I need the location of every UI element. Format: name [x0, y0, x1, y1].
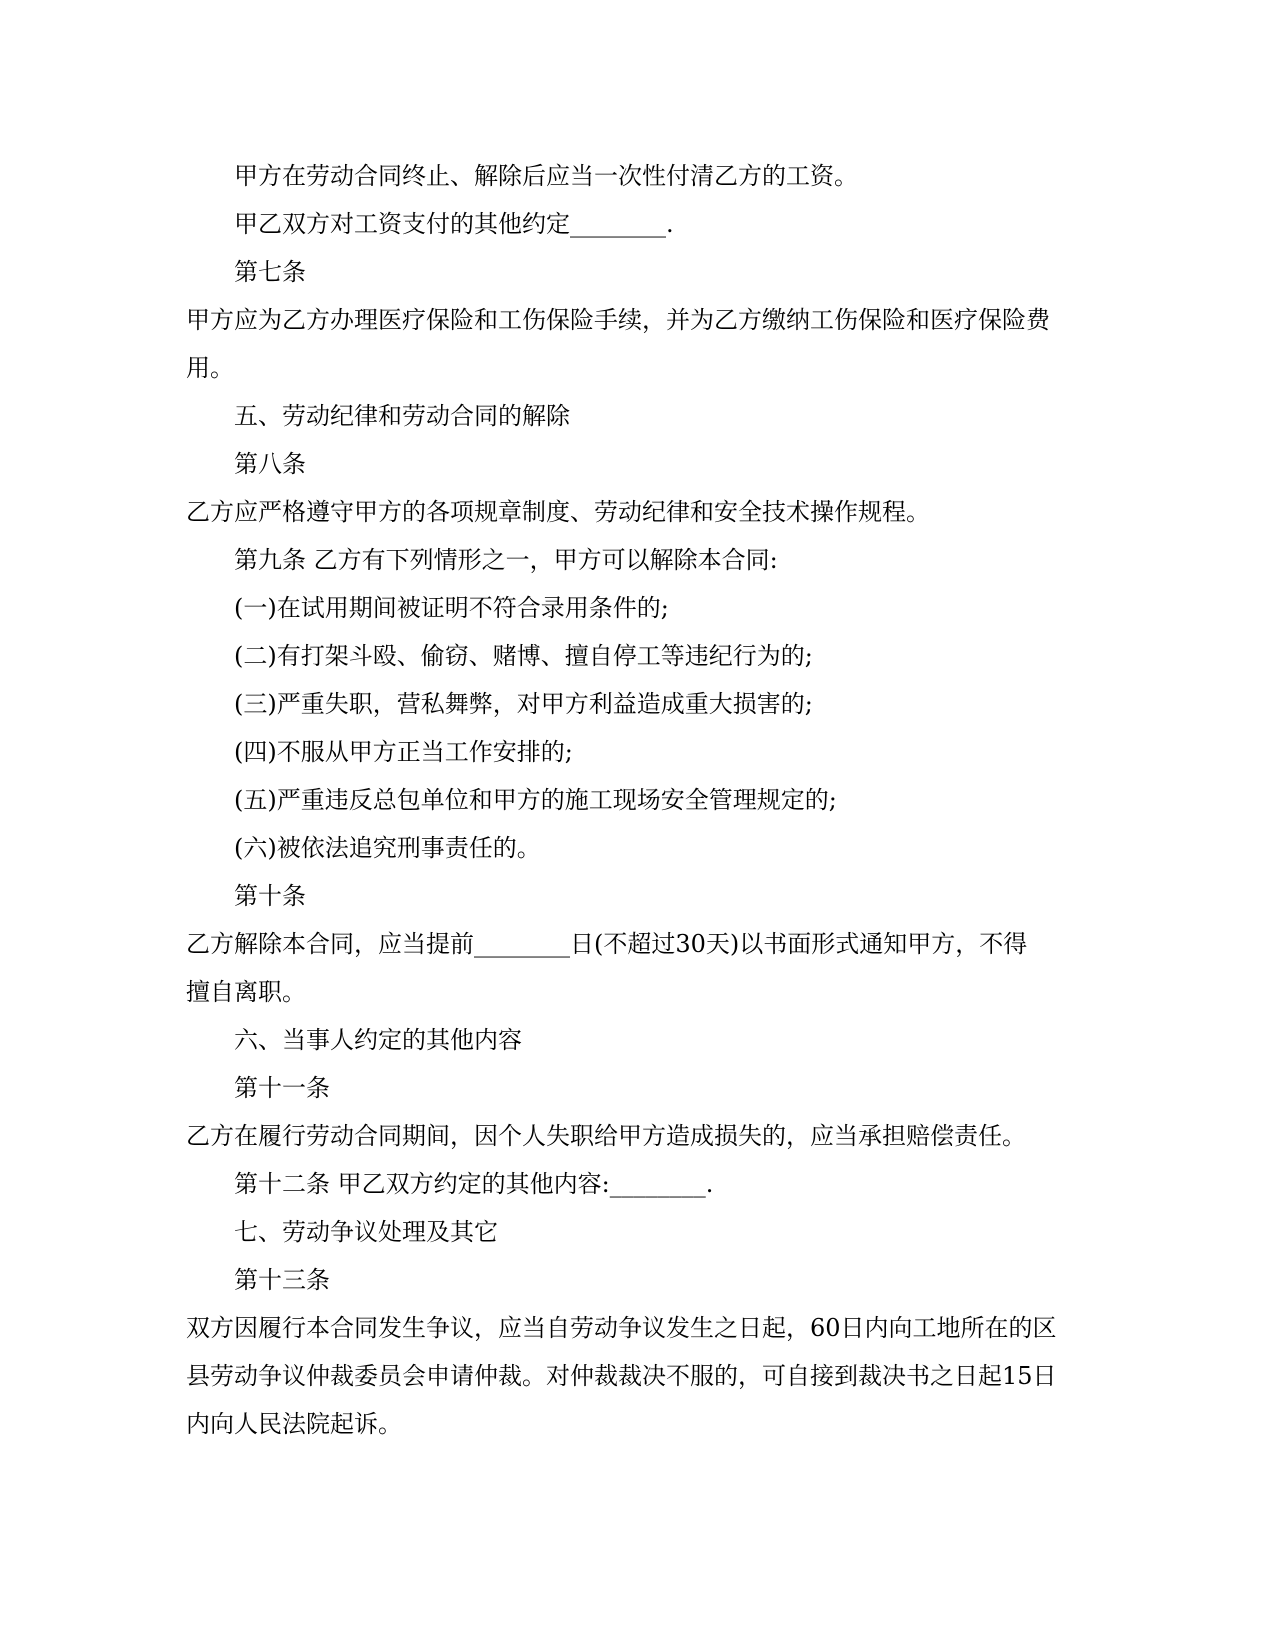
article-heading: 第十三条: [234, 1266, 330, 1294]
paragraph-line: 双方因履行本合同发生争议，应当自劳动争议发生之日起，60日内向工地所在的区: [186, 1314, 1057, 1342]
paragraph-line: 乙方在履行劳动合同期间，因个人失职给甲方造成损失的，应当承担赔偿责任。: [186, 1122, 1026, 1150]
paragraph-line: 用。: [186, 354, 234, 382]
article-heading: 第十二条 甲乙双方约定的其他内容:________.: [234, 1170, 714, 1198]
list-item: (五)严重违反总包单位和甲方的施工现场安全管理规定的;: [234, 786, 837, 814]
list-item: (一)在试用期间被证明不符合录用条件的;: [234, 594, 669, 622]
list-item: (四)不服从甲方正当工作安排的;: [234, 738, 573, 766]
paragraph-line: 甲方在劳动合同终止、解除后应当一次性付清乙方的工资。: [234, 162, 858, 190]
section-heading: 六、当事人约定的其他内容: [234, 1026, 522, 1054]
document-body: [186, 152, 1086, 1448]
article-heading: 第七条: [234, 258, 306, 286]
paragraph-line: 乙方应严格遵守甲方的各项规章制度、劳动纪律和安全技术操作规程。: [186, 498, 930, 526]
article-heading: 第十条: [234, 882, 306, 910]
list-item: (二)有打架斗殴、偷窃、赌博、擅自停工等违纪行为的;: [234, 642, 813, 670]
section-heading: 五、劳动纪律和劳动合同的解除: [234, 402, 570, 430]
list-item: (三)严重失职，营私舞弊，对甲方利益造成重大损害的;: [234, 690, 813, 718]
paragraph-line: 内向人民法院起诉。: [186, 1410, 402, 1438]
paragraph-line: 擅自离职。: [186, 978, 306, 1006]
section-heading: 七、劳动争议处理及其它: [234, 1218, 498, 1246]
article-heading: 第八条: [234, 450, 306, 478]
paragraph-line: 甲乙双方对工资支付的其他约定________.: [234, 210, 674, 238]
paragraph-line: 县劳动争议仲裁委员会申请仲裁。对仲裁裁决不服的，可自接到裁决书之日起15日: [186, 1362, 1057, 1390]
list-item: (六)被依法追究刑事责任的。: [234, 834, 541, 862]
article-heading: 第十一条: [234, 1074, 330, 1102]
paragraph-line: 乙方解除本合同，应当提前________日(不超过30天)以书面形式通知甲方，不得: [186, 930, 1028, 958]
article-heading: 第九条 乙方有下列情形之一，甲方可以解除本合同:: [234, 546, 778, 574]
paragraph-line: 甲方应为乙方办理医疗保险和工伤保险手续，并为乙方缴纳工伤保险和医疗保险费: [186, 306, 1050, 334]
